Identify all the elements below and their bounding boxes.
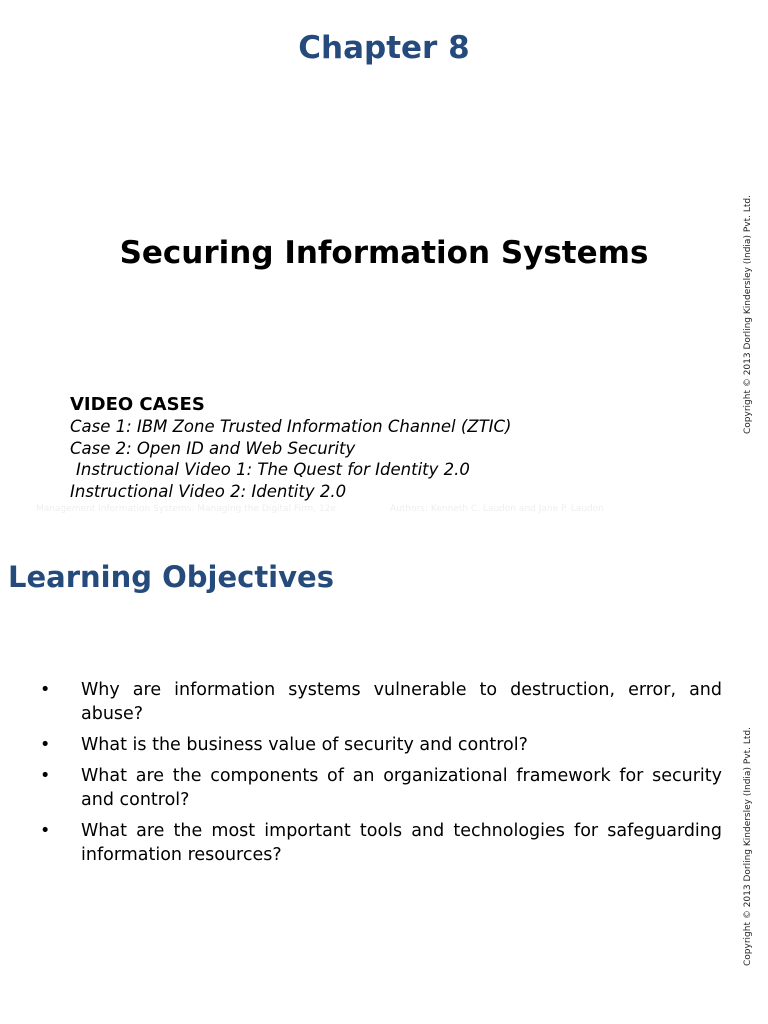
objective-text: What is the business value of security and control? <box>81 735 528 755</box>
objective-text: What are the components of an organizational framework for security and control? <box>81 766 722 810</box>
objective-text: What are the most important tools and technologies for safeguarding information resources? <box>81 821 722 865</box>
video-cases-heading: VIDEO CASES <box>70 394 205 415</box>
list-item <box>40 733 722 757</box>
copyright-notice: Copyright © 2013 Dorling Kindersley (India) Pvt. Ltd. <box>743 195 753 434</box>
footer-authors: Authors: Kenneth C. Laudon and Jane P. Laudon <box>390 504 604 514</box>
bullet-icon: • <box>40 766 51 786</box>
chapter-title: Chapter 8 <box>298 30 470 66</box>
list-item <box>40 764 722 812</box>
video-case-item: Case 1: IBM Zone Trusted Information Channel (ZTIC) <box>70 417 512 436</box>
objectives-list <box>40 678 722 874</box>
objective-text: Why are information systems vulnerable to destruction, error, and abuse? <box>81 680 722 724</box>
video-cases-block <box>70 394 690 502</box>
footer-book-title: Management Information Systems: Managing the Digital Firm, 12e <box>36 504 336 514</box>
video-case-item: Instructional Video 2: Identity 2.0 <box>70 481 347 501</box>
bullet-icon: • <box>40 821 51 841</box>
main-title: Securing Information Systems <box>119 235 649 271</box>
list-item <box>40 678 722 726</box>
video-case-item: Case 2: Open ID and Web Security <box>70 438 356 458</box>
bullet-icon: • <box>40 735 51 755</box>
copyright-notice: Copyright © 2013 Dorling Kindersley (India) Pvt. Ltd. <box>743 727 753 966</box>
list-item <box>40 819 722 867</box>
bullet-icon: • <box>40 680 51 700</box>
video-case-item: Instructional Video 1: The Quest for Identity 2.0 <box>76 460 470 479</box>
learning-objectives-title: Learning Objectives <box>8 560 334 594</box>
